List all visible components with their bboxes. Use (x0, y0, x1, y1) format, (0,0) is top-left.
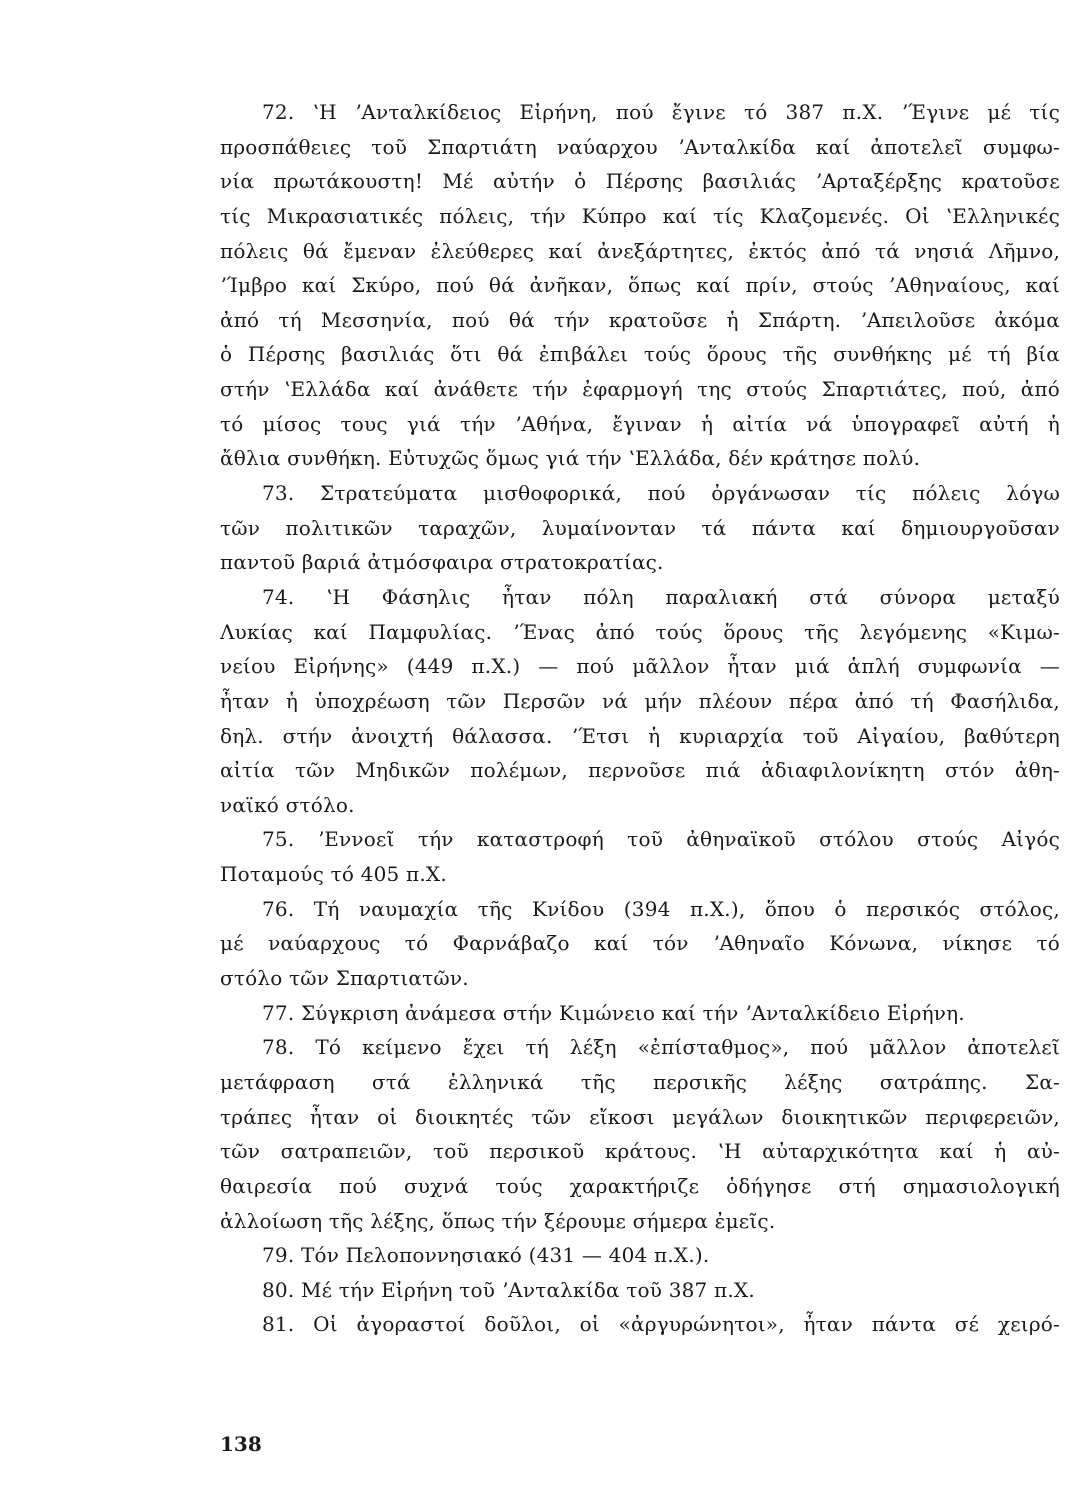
text-line: παντοῦ βαριά ἀτμόσφαιρα στρατοκρατίας. (220, 550, 664, 575)
text-line: ʼΊμβρο καί Σκύρο, πού θά ἀνῆκαν, ὅπως καί πρίν, στούς ʼΑθηναίους, καί (220, 273, 1060, 298)
text-line: τίς Μικρασιατικές πόλεις, τήν Κύπρο καί τίς Κλαζομενές. Οἱ ʽΕλληνικές (220, 203, 1060, 228)
text-line: 80. Μέ τήν Εἰρήνη τοῦ ʼΑνταλκίδα τοῦ 387 π.Χ. (262, 1277, 755, 1302)
text-line: 73. Στρατεύματα μισθοφορικά, πού ὀργάνωσαν τίς πόλεις λόγω (262, 481, 1060, 506)
text-line: στήν ʽΕλλάδα καί ἀνάθετε τήν ἐφαρμογή της στούς Σπαρτιάτες, πού, ἀπό (220, 377, 1060, 402)
text-line: ἀπό τή Μεσσηνία, πού θά τήν κρατοῦσε ἡ Σπάρτη. ʼΑπειλοῦσε ἀκόμα (220, 307, 1060, 332)
text-line: μετάφραση στά ἑλληνικά τῆς περσικῆς λέξης σατράπης. Σα- (220, 1069, 1060, 1094)
text-line: τό μίσος τους γιά τήν ʼΑθήνα, ἔγιναν ἡ αἰτία νά ὑπογραφεῖ αὐτή ἡ (220, 411, 1060, 436)
text-line: 76. Τή ναυμαχία τῆς Κνίδου (394 π.Χ.), ὅπου ὁ περσικός στόλος, (262, 896, 1060, 921)
text-line: 75. ʼΕννοεῖ τήν καταστροφή τοῦ ἀθηναϊκοῦ στόλου στούς Αἰγός (262, 827, 1060, 852)
text-line: 77. Σύγκριση ἀνάμεσα στήν Κιμώνειο καί τήν ʼΑνταλκίδειο Εἰρήνη. (262, 1000, 965, 1025)
text-line: ἦταν ἡ ὑποχρέωση τῶν Περσῶν νά μήν πλέουν πέρα ἀπό τή Φασήλιδα, (220, 688, 1060, 713)
page-number: 138 (220, 1432, 262, 1456)
text-line: ἀλλοίωση τῆς λέξης, ὅπως τήν ξέρουμε σήμερα ἐμεῖς. (220, 1208, 776, 1233)
text-line: στόλο τῶν Σπαρτιατῶν. (220, 966, 469, 991)
text-line: πόλεις θά ἔμεναν ἐλεύθερες καί ἀνεξάρτητες, ἐκτός ἀπό τά νησιά Λῆμνο, (220, 238, 1060, 263)
text-line: νία πρωτάκουστη! Μέ αὐτήν ὁ Πέρσης βασιλιάς ʼΑρταξέρξης κρατοῦσε (220, 169, 1060, 194)
text-line: 79. Τόν Πελοποννησιακό (431 — 404 π.Χ.). (262, 1243, 710, 1268)
text-line: θαιρεσία πού συχνά τούς χαρακτήριζε ὁδήγησε στή σημασιολογική (220, 1173, 1060, 1198)
text-line: 78. Τό κείμενο ἔχει τή λέξη «ἐπίσταθμος», πού μᾶλλον ἀποτελεῖ (262, 1035, 1060, 1060)
text-line: τῶν σατραπειῶν, τοῦ περσικοῦ κράτους. ʽΗ αὐταρχικότητα καί ἡ αὐ- (220, 1139, 1060, 1164)
text-line: Λυκίας καί Παμφυλίας. ʼΈνας ἀπό τούς ὅρους τῆς λεγόμενης «Κιμω- (220, 619, 1060, 644)
text-line: ὁ Πέρσης βασιλιάς ὅτι θά ἐπιβάλει τούς ὅρους τῆς συνθήκης μέ τή βία (220, 342, 1060, 367)
text-line: προσπάθειες τοῦ Σπαρτιάτη ναύαρχου ʼΑνταλκίδα καί ἀποτελεῖ συμφω- (220, 134, 1060, 159)
text-line: μέ ναύαρχους τό Φαρνάβαζο καί τόν ʼΑθηναῖο Κόνωνα, νίκησε τό (220, 931, 1060, 956)
text-line: 72. ʽΗ ʼΑνταλκίδειος Εἰρήνη, πού ἔγινε τό 387 π.Χ. ʼΈγινε μέ τίς (262, 100, 1060, 124)
text-line: τῶν πολιτικῶν ταραχῶν, λυμαίνονταν τά πάντα καί δημιουργοῦσαν (220, 515, 1060, 540)
text-line: αἰτία τῶν Μηδικῶν πολέμων, περνοῦσε πιά ἀδιαφιλονίκητη στόν ἀθη- (220, 758, 1060, 783)
text-line: Ποταμούς τό 405 π.Χ. (220, 862, 447, 887)
text-line: ναϊκό στόλο. (220, 792, 355, 817)
text-line: δηλ. στήν ἀνοιχτή θάλασσα. ʼΈτσι ἡ κυριαρχία τοῦ Αἰγαίου, βαθύτερη (220, 723, 1060, 748)
text-line: ἄθλια συνθήκη. Εὐτυχῶς ὅμως γιά τήν ʽΕλλάδα, δέν κράτησε πολύ. (220, 446, 921, 471)
notes-text-block (220, 95, 1060, 1342)
text-line: 74. ʽΗ Φάσηλις ἦταν πόλη παραλιακή στά σύνορα μεταξύ (262, 584, 1060, 609)
text-line: 81. Οἱ ἀγοραστοί δοῦλοι, οἱ «ἀργυρώνητοι», ἦταν πάντα σέ χειρό- (262, 1312, 1060, 1337)
text-line: νείου Εἰρήνης» (449 π.Χ.) — πού μᾶλλον ἦταν μιά ἁπλή συμφωνία — (220, 654, 1060, 679)
text-line: τράπες ἦταν οἱ διοικητές τῶν εἴκοσι μεγάλων διοικητικῶν περιφερειῶν, (220, 1104, 1060, 1129)
